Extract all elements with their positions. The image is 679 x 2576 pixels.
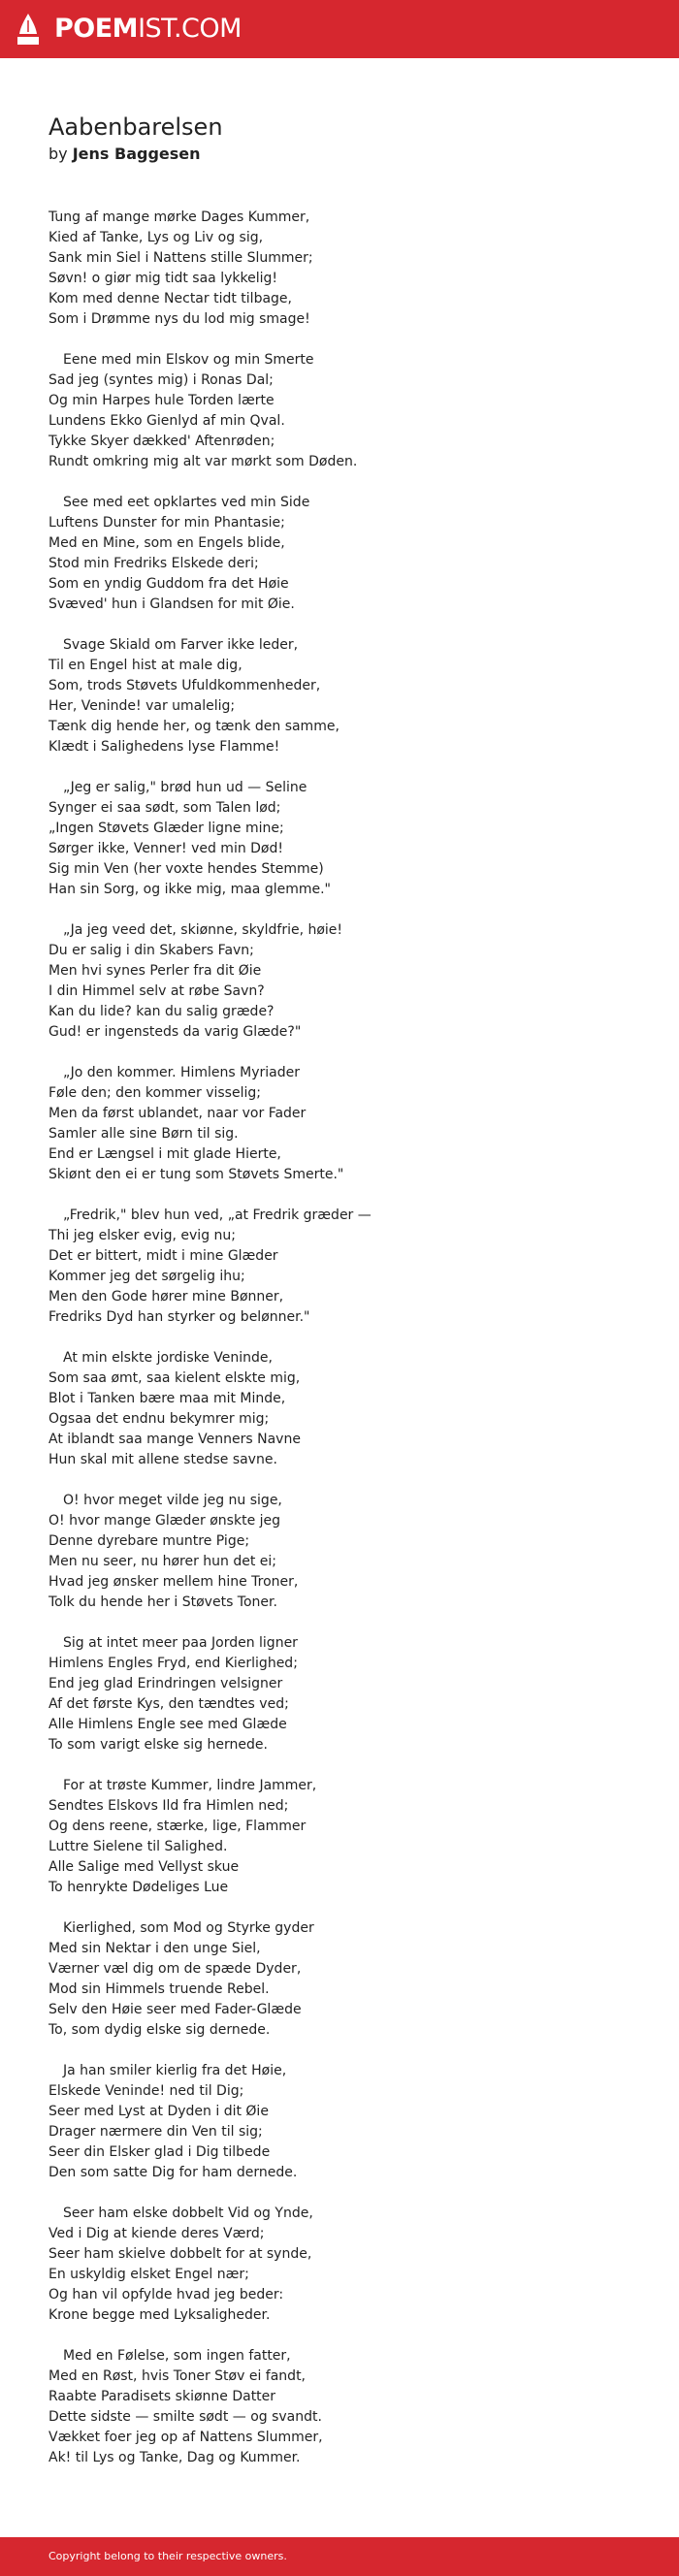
poem-line: Raabte Paradisets skiønne Datter [48,2389,276,2404]
poem-line: Alle Himlens Engle see med Glæde [48,1717,287,1732]
poem-stanza [48,493,650,615]
poem-line: For at trøste Kummer, lindre Jammer, [63,1778,317,1793]
poem-line: Blot i Tanken bære maa mit Minde, [48,1391,286,1406]
poem-content [48,113,650,2489]
poem-line: Kom med denne Nectar tidt tilbage, [48,291,292,306]
poem-line: Drager nærmere din Ven til sig; [48,2124,263,2140]
quill-pen-icon [16,13,41,46]
poem-line: Seer din Elsker glad i Dig tilbede [48,2144,271,2160]
poem-line: At min elskte jordiske Veninde, [63,1350,273,1366]
poem-line: Og min Harpes hule Torden lærte [48,393,275,408]
poem-line: Den som satte Dig for ham dernede. [48,2165,298,2180]
poem-line: „Jo den kommer. Himlens Myriader [63,1065,300,1080]
poem-line: Det er bittert, midt i mine Glæder [48,1248,278,1264]
poem-line: Mod sin Himmels truende Rebel. [48,1981,270,1997]
poem-line: „Fredrik," blev hun ved, „at Fredrik græder — [63,1208,372,1223]
poem-line: O! hvor meget vilde jeg nu sige, [63,1493,282,1508]
poem-line: Svage Skiald om Farver ikke leder, [63,637,299,653]
poem-line: Elskede Veninde! ned til Dig; [48,2083,244,2099]
poem-stanza [48,920,650,1043]
poem-line: See med eet opklartes ved min Side [63,495,310,510]
poem-line: Krone begge med Lyksaligheder. [48,2307,271,2323]
poem-line: Sendtes Elskovs Ild fra Himlen ned; [48,1798,289,1814]
poem-line: Tykke Skyer dækked' Aftenrøden; [48,434,275,449]
poem-line: Eene med min Elskov og min Smerte [63,352,314,368]
poem-line: Værner væl dig om de spæde Dyder, [48,1961,302,1977]
poem-line: Her, Veninde! var umalelig; [48,698,236,714]
poem-stanza [48,1776,650,1898]
poem-stanza [48,2346,650,2468]
poem-stanza [48,350,650,472]
poem-line: Som saa ømt, saa kielent elskte mig, [48,1370,301,1386]
poem-line: Luftens Dunster for min Phantasie; [48,515,285,531]
poem-line: Søvn! o giør mig tidt saa lykkelig! [48,271,277,286]
poem-line: Med en Følelse, som ingen fatter, [63,2348,291,2364]
poem-byline [48,144,650,165]
poem-line: Han sin Sorg, og ikke mig, maa glemme." [48,882,331,897]
poem-line: Luttre Sielene til Salighed. [48,1839,228,1854]
poem-line: Men hvi synes Perler fra dit Øie [48,963,262,979]
poem-stanza [48,635,650,757]
copyright-notice: Copyright belong to their respective owners. [48,2550,287,2562]
poem-line: To som varigt elske sig hernede. [48,1737,268,1753]
poem-line: End er Længsel i mit glade Hierte, [48,1146,281,1162]
poem-line: Alle Salige med Vellyst skue [48,1859,240,1875]
poem-line: Ak! til Lys og Tanke, Dag og Kummer. [48,2450,301,2465]
poem-line: Thi jeg elsker evig, evig nu; [48,1228,236,1243]
poem-line: O! hvor mange Glæder ønskte jeg [48,1513,281,1529]
poem-line: „Jeg er salig," brød hun ud — Seline [63,780,307,795]
poem-stanza [48,1063,650,1185]
poem-line: Vækket foer jeg op af Nattens Slummer, [48,2430,323,2445]
poem-line: Men da først ublandet, naar vor Fader [48,1106,307,1121]
poem-line: Som i Drømme nys du lod mig smage! [48,311,310,327]
poem-line: At iblandt saa mange Venners Navne [48,1432,301,1447]
poem-line: Hun skal mit allene stedse savne. [48,1452,277,1467]
poem-line: Sig at intet meer paa Jorden ligner [63,1635,298,1651]
poem-stanza [48,2061,650,2183]
poem-line: Denne dyrebare muntre Pige; [48,1533,250,1549]
poem-line: Seer ham skielve dobbelt for at synde, [48,2246,312,2262]
poem-line: End jeg glad Erindringen velsigner [48,1676,283,1691]
poem-stanza [48,208,650,330]
site-footer [0,2537,679,2576]
poem-title: Aabenbarelsen [48,113,223,141]
poem-line: Seer med Lyst at Dyden i dit Øie [48,2104,269,2119]
poem-line: Lundens Ekko Gienlyd af min Qval. [48,413,285,429]
poem-line: Svæved' hun i Glandsen for mit Øie. [48,596,295,612]
poem-line: Tolk du hende her i Støvets Toner. [48,1594,277,1610]
poem-body [48,208,650,2468]
poem-line: Samler alle sine Børn til sig. [48,1126,239,1142]
poem-line: Til en Engel hist at male dig, [48,658,242,673]
poem-line: Og han vil opfylde hvad jeg beder: [48,2287,284,2302]
poem-stanza [48,1491,650,1613]
poem-line: Sad jeg (syntes mig) i Ronas Dal; [48,372,274,388]
site-header [0,0,679,58]
poem-line: To, som dydig elske sig dernede. [48,2022,271,2038]
poem-line: „Ingen Støvets Glæder ligne mine; [48,821,284,836]
poem-line: Tænk dig hende her, og tænk den samme, [48,719,340,734]
poem-line: Synger ei saa sødt, som Talen lød; [48,800,281,816]
poem-line: Ved i Dig at kiende deres Værd; [48,2226,265,2241]
poem-line: Som, trods Støvets Ufuldkommenheder, [48,678,321,693]
poem-author: Jens Baggesen [72,145,201,163]
poem-line: Men nu seer, nu hører hun det ei; [48,1554,277,1569]
poem-stanza [48,1633,650,1755]
poem-line: Klædt i Salighedens lyse Flamme! [48,739,280,755]
poem-line: Med sin Nektar i den unge Siel, [48,1941,261,1956]
poem-line: To henrykte Dødeliges Lue [48,1880,229,1895]
poem-line: Seer ham elske dobbelt Vid og Ynde, [63,2206,313,2221]
by-label: by [48,145,68,163]
poem-line: Sig min Ven (her voxte hendes Stemme) [48,861,324,877]
poem-line: Men den Gode hører mine Bønner, [48,1289,284,1304]
poem-line: Kommer jeg det sørgelig ihu; [48,1269,245,1284]
poem-stanza [48,1918,650,2041]
poem-line: En uskyldig elsket Engel nær; [48,2267,249,2282]
poem-line: Ogsaa det endnu bekymrer mig; [48,1411,270,1427]
poem-line: Tung af mange mørke Dages Kummer, [48,209,310,225]
poem-line: Kierlighed, som Mod og Styrke gyder [63,1920,314,1936]
site-logo-link[interactable] [16,13,242,46]
poem-line: Kied af Tanke, Lys og Liv og sig, [48,230,264,245]
poem-line: Selv den Høie seer med Fader-Glæde [48,2002,302,2017]
poem-line: Hvad jeg ønsker mellem hine Troner, [48,1574,299,1590]
poem-line: Skiønt den ei er tung som Støvets Smerte." [48,1167,344,1182]
poem-line: I din Himmel selv at røbe Savn? [48,983,265,999]
poem-stanza [48,1206,650,1328]
poem-line: Du er salig i din Skabers Favn; [48,943,254,958]
poem-line: Med en Røst, hvis Toner Støv ei fandt, [48,2368,307,2384]
poem-line: Sørger ikke, Venner! ved min Død! [48,841,283,856]
poem-stanza [48,2204,650,2326]
poem-line: Som en yndig Guddom fra det Høie [48,576,289,592]
poem-line: Fredriks Dyd han styrker og belønner." [48,1309,310,1325]
poem-line: Føle den; den kommer visselig; [48,1085,261,1101]
poem-stanza [48,778,650,900]
poem-stanza [48,1348,650,1470]
poem-line: Ja han smiler kierlig fra det Høie, [63,2063,287,2078]
site-logo-text: POEMIST.COM [54,14,242,44]
poem-line: Sank min Siel i Nattens stille Slummer; [48,250,313,266]
poem-line: Rundt omkring mig alt var mørkt som Døden. [48,454,358,469]
poem-line: Af det første Kys, den tændtes ved; [48,1696,289,1712]
poem-line: Gud! er ingensteds da varig Glæde?" [48,1024,302,1040]
poem-line: Stod min Fredriks Elskede deri; [48,556,259,571]
poem-line: Og dens reene, stærke, lige, Flammer [48,1819,307,1834]
poem-line: „Ja jeg veed det, skiønne, skyldfrie, høie! [63,922,343,938]
poem-line: Himlens Engles Fryd, end Kierlighed; [48,1656,298,1671]
poem-line: Kan du lide? kan du salig græde? [48,1004,275,1019]
poem-line: Med en Mine, som en Engels blide, [48,535,285,551]
poem-line: Dette sidste — smilte sødt — og svandt. [48,2409,322,2425]
